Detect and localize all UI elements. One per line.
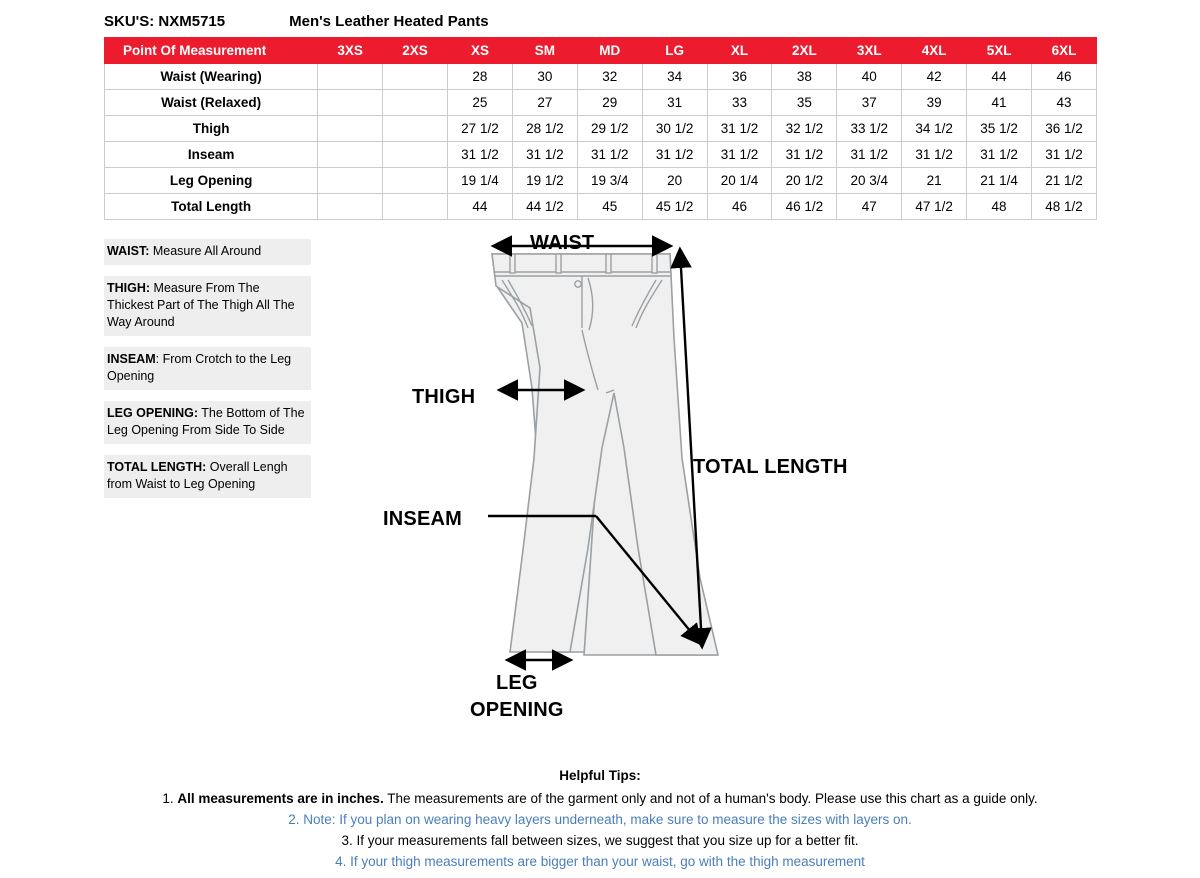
cell: 35 1/2 <box>967 116 1032 142</box>
cell <box>318 90 383 116</box>
cell: 21 1/4 <box>967 168 1032 194</box>
diagram-label-leg-opening-line2: OPENING <box>470 699 564 721</box>
column-header-point-of-measurement: Point Of Measurement <box>105 38 318 64</box>
column-header-6xl: 6XL <box>1032 38 1097 64</box>
row-label-leg-opening: Leg Opening <box>105 168 318 194</box>
cell: 31 <box>642 90 707 116</box>
cell: 41 <box>967 90 1032 116</box>
pants-illustration <box>370 228 930 738</box>
column-header-lg: LG <box>642 38 707 64</box>
cell: 36 <box>707 64 772 90</box>
cell: 21 1/2 <box>1032 168 1097 194</box>
cell: 36 1/2 <box>1032 116 1097 142</box>
cell: 20 3/4 <box>837 168 902 194</box>
cell: 21 <box>902 168 967 194</box>
cell: 44 <box>967 64 1032 90</box>
column-header-2xs: 2XS <box>383 38 448 64</box>
cell: 20 <box>642 168 707 194</box>
cell: 42 <box>902 64 967 90</box>
table-row <box>105 168 1097 194</box>
pants-measurement-diagram <box>370 228 930 738</box>
cell: 35 <box>772 90 837 116</box>
definition-text: Overall Lengh from Waist to Leg Opening <box>107 460 288 491</box>
cell: 27 1/2 <box>448 116 513 142</box>
diagram-label-waist: WAIST <box>530 232 595 254</box>
cell: 44 1/2 <box>512 194 577 220</box>
cell: 39 <box>902 90 967 116</box>
column-header-3xs: 3XS <box>318 38 383 64</box>
page-title: Men's Leather Heated Pants <box>289 13 489 30</box>
row-label-inseam: Inseam <box>105 142 318 168</box>
cell: 20 1/4 <box>707 168 772 194</box>
diagram-label-inseam: INSEAM <box>383 508 462 530</box>
diagram-label-thigh: THIGH <box>412 386 476 408</box>
definition-leg-opening <box>104 401 311 444</box>
diagram-label-leg-opening-line1: LEG <box>495 672 538 694</box>
cell: 31 1/2 <box>642 142 707 168</box>
cell <box>318 64 383 90</box>
cell: 43 <box>1032 90 1097 116</box>
cell: 47 1/2 <box>902 194 967 220</box>
definition-inseam <box>104 347 311 390</box>
column-header-3xl: 3XL <box>837 38 902 64</box>
cell: 28 <box>448 64 513 90</box>
cell: 34 <box>642 64 707 90</box>
definition-total-length <box>104 455 311 498</box>
definition-term: THIGH: <box>107 281 151 295</box>
cell <box>383 116 448 142</box>
definition-text: The Bottom of The Leg Opening From Side To Side <box>107 406 305 437</box>
diagram-label-leg-opening <box>470 670 564 724</box>
cell: 31 1/2 <box>837 142 902 168</box>
cell: 19 1/2 <box>512 168 577 194</box>
column-header-5xl: 5XL <box>967 38 1032 64</box>
cell: 47 <box>837 194 902 220</box>
cell: 37 <box>837 90 902 116</box>
tip-text: If your thigh measurements are bigger than your waist, go with the thigh measurement <box>350 854 865 869</box>
table-row <box>105 64 1097 90</box>
cell: 31 1/2 <box>1032 142 1097 168</box>
cell: 20 1/2 <box>772 168 837 194</box>
column-header-2xl: 2XL <box>772 38 837 64</box>
cell: 48 <box>967 194 1032 220</box>
cell: 45 1/2 <box>642 194 707 220</box>
definition-thigh <box>104 276 311 336</box>
column-header-sm: SM <box>512 38 577 64</box>
column-header-md: MD <box>577 38 642 64</box>
tip-text: The measurements are of the garment only and not of a human's body. Please use this chart as a guide only. <box>383 791 1038 806</box>
cell: 31 1/2 <box>967 142 1032 168</box>
tip-number: 3. <box>341 833 353 848</box>
cell: 31 1/2 <box>902 142 967 168</box>
cell: 28 1/2 <box>512 116 577 142</box>
table-header-row <box>105 38 1097 64</box>
cell: 46 <box>1032 64 1097 90</box>
definition-term: INSEAM <box>107 352 156 366</box>
cell: 31 1/2 <box>772 142 837 168</box>
measurement-definitions <box>104 239 311 509</box>
cell: 29 1/2 <box>577 116 642 142</box>
cell: 46 <box>707 194 772 220</box>
cell: 40 <box>837 64 902 90</box>
cell: 19 3/4 <box>577 168 642 194</box>
cell: 45 <box>577 194 642 220</box>
tip-item-2 <box>0 809 1200 830</box>
column-header-4xl: 4XL <box>902 38 967 64</box>
tip-number: 1. <box>162 791 174 806</box>
cell <box>383 90 448 116</box>
cell: 29 <box>577 90 642 116</box>
cell: 32 1/2 <box>772 116 837 142</box>
cell <box>383 168 448 194</box>
definition-waist <box>104 239 311 265</box>
tip-text: Note: If you plan on wearing heavy layers underneath, make sure to measure the sizes with layers on. <box>303 812 912 827</box>
cell: 30 1/2 <box>642 116 707 142</box>
tip-number: 4. <box>335 854 347 869</box>
definition-text: Measure All Around <box>149 244 262 258</box>
cell: 31 1/2 <box>707 116 772 142</box>
cell <box>383 142 448 168</box>
cell: 48 1/2 <box>1032 194 1097 220</box>
sku-label: SKU'S: NXM5715 <box>104 13 226 30</box>
cell <box>383 64 448 90</box>
definition-text: : From Crotch to the Leg Opening <box>107 352 292 383</box>
column-header-xs: XS <box>448 38 513 64</box>
cell: 19 1/4 <box>448 168 513 194</box>
cell <box>318 194 383 220</box>
definition-term: TOTAL LENGTH: <box>107 460 207 474</box>
cell: 38 <box>772 64 837 90</box>
column-header-xl: XL <box>707 38 772 64</box>
helpful-tips-section <box>0 765 1200 872</box>
document-header <box>104 13 489 30</box>
tip-bold: All measurements are in inches. <box>177 791 384 806</box>
cell: 30 <box>512 64 577 90</box>
definition-term: WAIST: <box>107 244 150 258</box>
cell: 31 1/2 <box>512 142 577 168</box>
diagram-label-total-length: TOTAL LENGTH <box>693 456 848 478</box>
cell: 33 <box>707 90 772 116</box>
tip-item-4 <box>0 851 1200 872</box>
definition-term: LEG OPENING: <box>107 406 198 420</box>
tip-item-3 <box>0 830 1200 851</box>
table-row <box>105 142 1097 168</box>
row-label-waist-wearing: Waist (Wearing) <box>105 64 318 90</box>
cell <box>318 116 383 142</box>
tip-item-1 <box>0 788 1200 809</box>
cell: 27 <box>512 90 577 116</box>
cell: 46 1/2 <box>772 194 837 220</box>
tip-text: If your measurements fall between sizes, we suggest that you size up for a better fit. <box>356 833 859 848</box>
cell: 44 <box>448 194 513 220</box>
row-label-thigh: Thigh <box>105 116 318 142</box>
cell: 33 1/2 <box>837 116 902 142</box>
helpful-tips-title: Helpful Tips: <box>559 768 641 783</box>
cell <box>383 194 448 220</box>
cell: 31 1/2 <box>707 142 772 168</box>
cell: 31 1/2 <box>448 142 513 168</box>
cell: 25 <box>448 90 513 116</box>
cell: 31 1/2 <box>577 142 642 168</box>
cell <box>318 168 383 194</box>
table-row <box>105 90 1097 116</box>
cell: 32 <box>577 64 642 90</box>
cell: 34 1/2 <box>902 116 967 142</box>
definition-text: Measure From The Thickest Part of The Thigh All The Way Around <box>107 281 295 329</box>
row-label-waist-relaxed: Waist (Relaxed) <box>105 90 318 116</box>
tip-number: 2. <box>288 812 300 827</box>
row-label-total-length: Total Length <box>105 194 318 220</box>
table-row <box>105 116 1097 142</box>
size-chart-table <box>104 37 1097 220</box>
table-row <box>105 194 1097 220</box>
cell <box>318 142 383 168</box>
